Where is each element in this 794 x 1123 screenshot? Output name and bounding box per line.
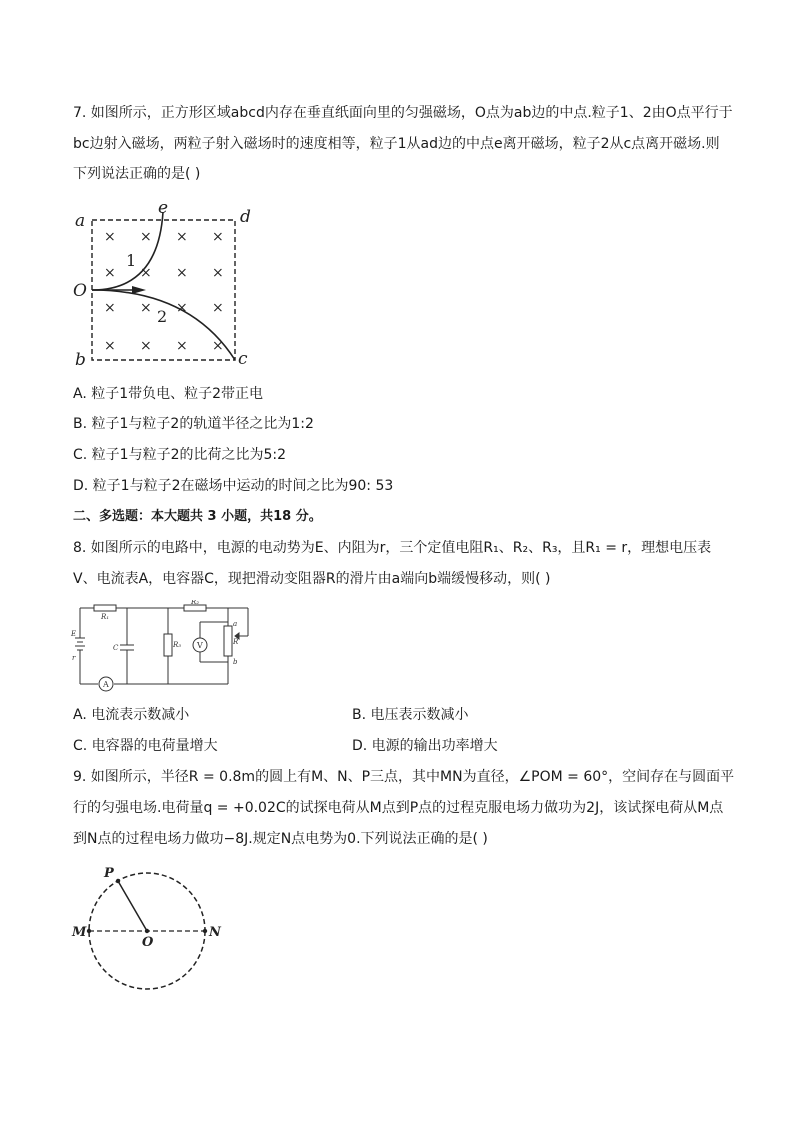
q7-option-d[interactable]: D. 粒子1与粒子2在磁场中运动的时间之比为90: 53: [73, 478, 394, 494]
q8-option-c[interactable]: C. 电容器的电荷量增大: [73, 738, 218, 754]
label-b: b: [75, 350, 86, 370]
label-n: N: [209, 925, 221, 940]
label-particle-1: 1: [126, 251, 137, 270]
q7-option-a[interactable]: A. 粒子1带负电、粒子2带正电: [73, 386, 264, 402]
q8-option-b[interactable]: B. 电压表示数减小: [352, 707, 469, 723]
q7-stem-line-2: bc边射入磁场，两粒子射入磁场时的速度相等，粒子1从ad边的中点e离开磁场，粒子2从c点离开磁场.则: [73, 136, 720, 152]
cross: ×: [176, 229, 188, 245]
q7-stem-line-1: 7. 如图所示，正方形区域abcd内存在垂直纸面向里的匀强磁场，O点为ab边的中点.粒子1、2由O点平行于: [73, 105, 733, 121]
cross: ×: [104, 338, 116, 354]
q9-stem-line-2: 行的匀强电场.电荷量q = +0.02C的试探电荷从M点到P点的过程克服电场力做功为2J，该试探电荷从M点: [73, 800, 724, 816]
label-a-end: a: [233, 620, 238, 628]
cross: ×: [104, 265, 116, 281]
cross: ×: [140, 265, 152, 281]
label-c: C: [113, 644, 119, 652]
resistor-r1: [94, 605, 116, 611]
q9-stem-line-1: 9. 如图所示，半径R = 0.8m的圆上有M、N、P三点，其中MN为直径，∠POM = 60°，空间存在与圆面平: [73, 769, 735, 785]
label-e: E: [71, 630, 77, 638]
cross: ×: [212, 300, 224, 316]
q7-stem-line-3: 下列说法正确的是( ): [73, 166, 201, 182]
resistor-r3: [164, 634, 172, 656]
label-O: O: [73, 281, 87, 301]
label-a: a: [75, 211, 86, 231]
q8-stem-line-1: 8. 如图所示的电路中，电源的电动势为E、内阻为r，三个定值电阻R₁、R₂、R₃，且R₁ = r，理想电压表: [73, 540, 712, 556]
cross: ×: [212, 229, 224, 245]
label-rheostat: R: [233, 638, 239, 646]
q7-figure: [70, 200, 270, 370]
label-o: O: [142, 935, 154, 950]
label-r2: R₂: [191, 600, 200, 606]
ammeter-symbol: A: [103, 680, 109, 689]
cross: ×: [140, 229, 152, 245]
label-particle-2: 2: [157, 307, 168, 326]
cross: ×: [176, 338, 188, 354]
cross: ×: [176, 265, 188, 281]
cross: ×: [212, 265, 224, 281]
arrow-head-icon: [132, 286, 146, 294]
rheostat-r: [224, 626, 232, 656]
cross: ×: [140, 338, 152, 354]
label-d: d: [240, 207, 251, 227]
q8-circuit-figure: [70, 600, 260, 692]
cross: ×: [104, 300, 116, 316]
label-b-end: b: [233, 658, 238, 666]
q9-figure: [68, 860, 228, 995]
section-heading-multi-choice: 二、多选题：本大题共 3 小题，共18 分。: [73, 509, 322, 524]
radius-op: [118, 881, 147, 931]
q7-option-b[interactable]: B. 粒子1与粒子2的轨道半径之比为1:2: [73, 416, 314, 432]
label-r3: R₃: [173, 641, 182, 649]
q8-stem-line-2: V、电流表A，电容器C，现把滑动变阻器R的滑片由a端向b端缓慢移动，则( ): [73, 571, 551, 587]
label-m: M: [72, 925, 87, 940]
point-m: [87, 929, 91, 933]
cross: ×: [104, 229, 116, 245]
point-o: [145, 929, 149, 933]
label-p: P: [104, 866, 114, 881]
cross: ×: [140, 300, 152, 316]
cross: ×: [212, 338, 224, 354]
q9-stem-line-3: 到N点的过程电场力做功−8J.规定N点电势为0.下列说法正确的是( ): [73, 831, 488, 847]
label-r1: R₁: [101, 613, 110, 621]
q8-option-d[interactable]: D. 电源的输出功率增大: [352, 738, 498, 754]
point-p: [116, 879, 120, 883]
point-n: [203, 929, 207, 933]
label-internal-r: r: [72, 654, 76, 662]
cross: ×: [176, 300, 188, 316]
q7-option-c[interactable]: C. 粒子1与粒子2的比荷之比为5:2: [73, 447, 287, 463]
label-c: c: [238, 349, 248, 369]
voltmeter-symbol: V: [197, 641, 203, 650]
q8-option-a[interactable]: A. 电流表示数减小: [73, 707, 190, 723]
label-e: e: [158, 200, 169, 218]
